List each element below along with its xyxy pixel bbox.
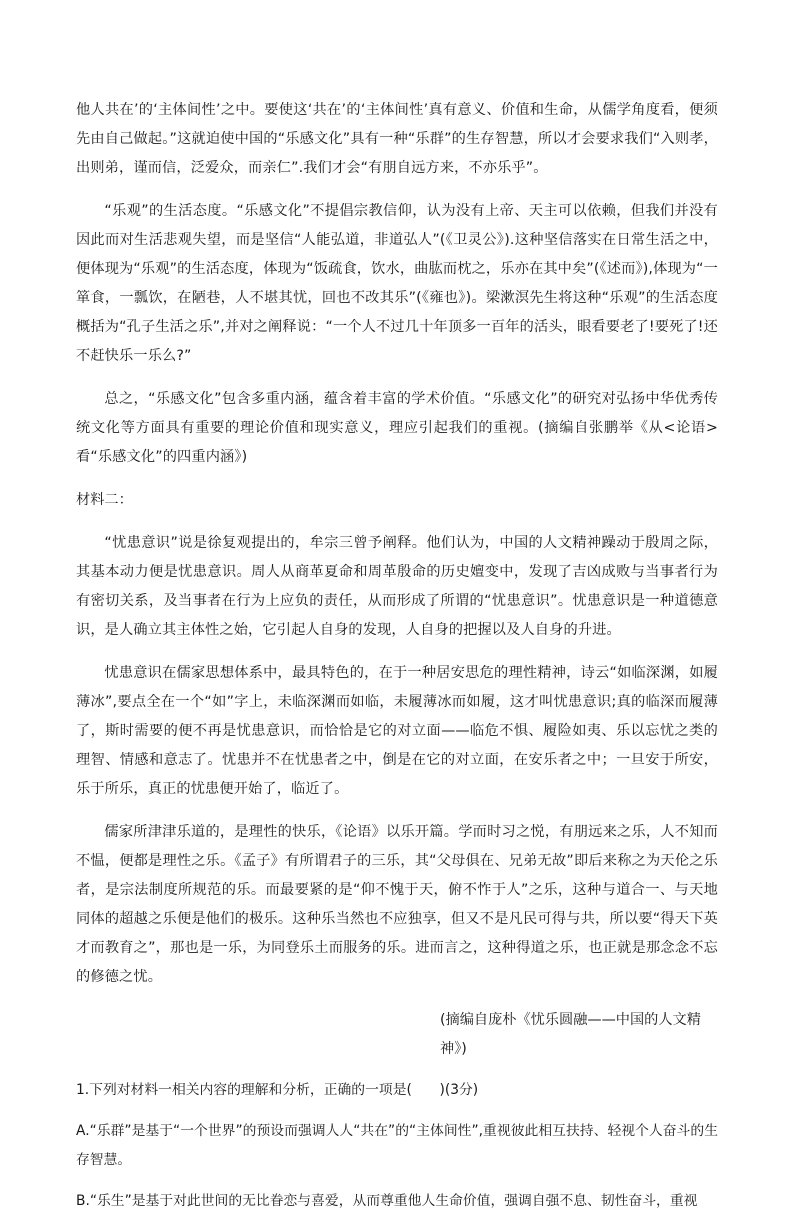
material1-paragraph-leguan: “乐观”的生活态度。“乐感文化”不提倡宗教信仰，认为没有上帝、天主可以依赖，但我们并没有因此而对生活悲观失望，而是坚信“人能弘道，非道弘人”(《卫灵公》).这种坚信落实在日常生活之中，便体现为“乐观”的生活态度，体现为“饭疏食，饮水，曲肱而枕之，乐亦在其中矣”(《述而》),体现为“一箪食，一瓢饮，在陋巷，人不堪其忧，回也不改其乐”(《雍也》)。梁漱溟先生将这种“乐观”的生活态度概括为“孔子生活之乐”,并对之阐释说：“一个人不过几十年顶多一百年的活头，眼看要老了!要死了!还不赶快乐一乐么?” — [76, 203, 718, 364]
material2-paragraph-2: 忧患意识在儒家思想体系中，最具特色的，在于一种居安思危的理性精神，诗云“如临深渊，如履薄冰”,要点全在一个“如”字上，未临深渊而如临，未履薄冰而如履，这才叫忧患意识;真的临深而履薄了，斯时需要的便不再是忧患意识，而恰恰是它的对立面——临危不惧、履险如夷、乐以忘忧之类的理智、情感和意志了。忧患并不在忧患者之中，倒是在它的对立面，在安乐者之中；一旦安于所安，乐于所乐，真正的忧患便开始了，临近了。 — [76, 665, 718, 797]
material2-paragraph-3: 儒家所津津乐道的，是理性的快乐，《论语》以乐开篇。学而时习之悦，有朋远来之乐，人不知而不愠，便都是理性之乐。《孟子》有所谓君子的三乐，其“父母俱在、兄弟无故”即后来称之为天伦之乐者，是宗法制度所规范的乐。而最要紧的是“仰不愧于天，俯不怍于人”之乐，这种与道合一、与天地同体的超越之乐便是他们的极乐。这种乐当然也不应独享，但又不是凡民可得与共，所以要“得天下英才而教育之”，那也是一乐，为同登乐土而服务的乐。进而言之，这种得道之乐，也正就是那念念不忘的修德之忧。 — [76, 824, 718, 985]
material2-paragraph-1: “忧患意识”说是徐复观提出的，牟宗三曾予阐释。他们认为，中国的人文精神躁动于殷周之际，其基本动力便是忧患意识。周人从商革夏命和周革殷命的历史嬗变中，发现了吉凶成败与当事者行为有密切关系，及当事者在行为上应负的责任，从而形成了所谓的“忧患意识”。忧患意识是一种道德意识，是人确立其主体性之始，它引起人自身的发现，人自身的把握以及人自身的升进。 — [76, 535, 718, 638]
material1-paragraph-summary: 总之，“乐感文化”包含多重内涵，蕴含着丰富的学术价值。“乐感文化”的研究对弘扬中华优秀传统文化等方面具有重要的理论价值和现实意义，理应引起我们的重视。(摘编自张鹏举《从<论语>看“乐感文化”的四重内涵》) — [76, 391, 718, 465]
material2-label: 材料二： — [76, 492, 133, 508]
question-1-stem: 1.下列对材料一相关内容的理解和分析，正确的一项是( )(3分) — [76, 1082, 479, 1098]
material1-paragraph-continued: 他人共在’的‘主体间性’之中。要使这‘共在’的‘主体间性’真有意义、价值和生命，从儒学角度看，便须先由自己做起。”这就迫使中国的“乐感文化”具有一种“乐群”的生存智慧，所以才会要求我们“入则孝，出则弟，谨而信，泛爱众，而亲仁”.我们才会“有朋自远方来，不亦乐乎”。 — [76, 102, 718, 176]
exam-page — [76, 96, 718, 1228]
question-1-option-b: B.“乐生”是基于对此世间的无比眷恋与喜爱，从而尊重他人生命价值，强调自强不息、韧性奋斗，重视 — [76, 1193, 698, 1209]
material2-source-citation: (摘编自庞朴《忧乐圆融——中国的人文精神》) — [440, 1012, 701, 1057]
question-1-option-a: A.“乐群”是基于“一个世界”的预设而强调人人“共在”的“主体间性”,重视彼此相互扶持、轻视个人奋斗的生存智慧。 — [76, 1123, 718, 1168]
